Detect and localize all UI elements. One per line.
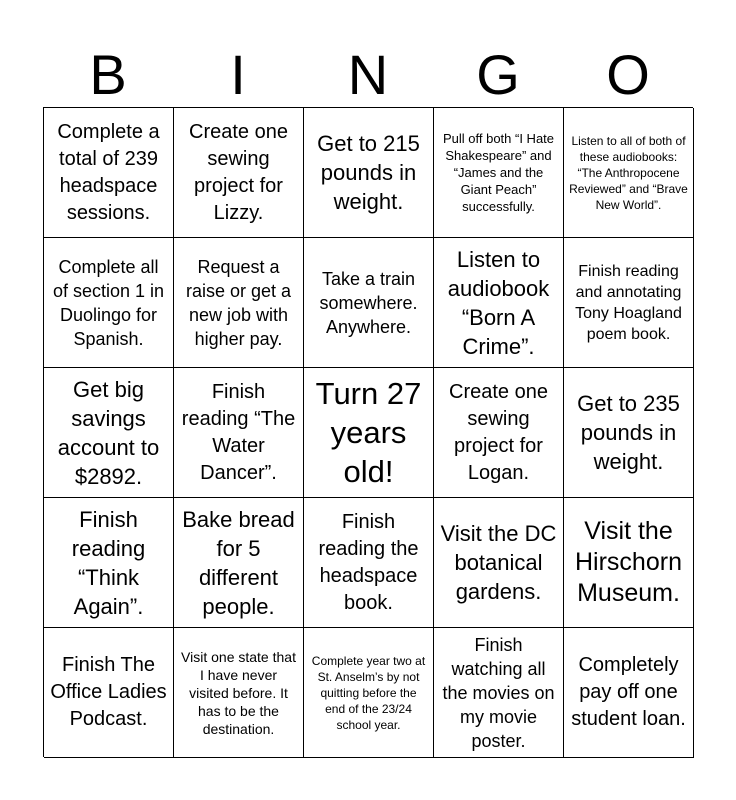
cell-text: Request a raise or get a new job with higher pay.: [185, 256, 292, 349]
cell-text: Completely pay off one student loan.: [571, 654, 686, 730]
bingo-cell-r2-c4: [434, 238, 564, 368]
cell-text: Finish The Office Ladies Podcast.: [50, 654, 167, 730]
bingo-cell-r2-c5: [564, 238, 694, 368]
bingo-cell-r3-c2: [174, 368, 304, 498]
cell-text: Finish watching all the movies on my movie poster.: [442, 634, 555, 751]
bingo-cell-r1-c4: [434, 108, 564, 238]
cell-text: Listen to audiobook “Born A Crime”.: [447, 246, 550, 359]
bingo-cell-r4-c5: [564, 498, 694, 628]
header-letter-n: N: [347, 43, 389, 106]
cell-text: Complete year two at St. Anselm’s by not quitting before the end of the 23/24 school year.: [311, 653, 426, 732]
cell-text: Finish reading “Think Again”.: [71, 506, 146, 619]
header-letter-b: B: [89, 43, 127, 106]
bingo-cell-r2-c2: [174, 238, 304, 368]
bingo-cell-r1-c1: [44, 108, 174, 238]
header-letter-o: O: [606, 43, 650, 106]
cell-text: Complete all of section 1 in Duolingo for Spanish.: [52, 256, 165, 349]
header-letter-g: G: [476, 43, 520, 106]
bingo-cell-r5-c3: [304, 628, 434, 758]
cell-text: Turn 27 years old!: [315, 376, 422, 489]
bingo-cell-r4-c4: [434, 498, 564, 628]
cell-text: Finish reading and annotating Tony Hoagland poem book.: [575, 262, 682, 343]
cell-text: Listen to all of both of these audiobooks: “The Anthropocene Reviewed” and “Brave New World”.: [569, 133, 688, 212]
cell-text: Finish reading the headspace book.: [318, 510, 419, 614]
bingo-header: [43, 44, 693, 106]
bingo-cell-r2-c3: [304, 238, 434, 368]
cell-text: Create one sewing project for Lizzy.: [189, 120, 288, 224]
bingo-cell-r4-c1: [44, 498, 174, 628]
header-letter-i: I: [230, 43, 246, 106]
cell-text: Complete a total of 239 headspace sessions.: [57, 120, 160, 224]
cell-text: Finish reading “The Water Dancer”.: [181, 380, 296, 484]
bingo-cell-r3-c4: [434, 368, 564, 498]
bingo-cell-r3-c1: [44, 368, 174, 498]
bingo-cell-r3-c5: [564, 368, 694, 498]
cell-text: Bake bread for 5 different people.: [182, 506, 295, 619]
cell-text: Take a train somewhere. Anywhere.: [319, 268, 418, 337]
cell-text: Visit the DC botanical gardens.: [440, 521, 557, 604]
bingo-grid: [43, 107, 693, 757]
bingo-cell-r3-c3-free: [304, 368, 434, 498]
bingo-cell-r5-c5: [564, 628, 694, 758]
bingo-cell-r4-c2: [174, 498, 304, 628]
bingo-cell-r4-c3: [304, 498, 434, 628]
bingo-cell-r2-c1: [44, 238, 174, 368]
cell-text: Get big savings account to $2892.: [57, 376, 160, 489]
cell-text: Visit the Hirschorn Museum.: [575, 517, 682, 607]
cell-text: Visit one state that I have never visited before. It has to be the destination.: [181, 648, 296, 737]
bingo-cell-r1-c3: [304, 108, 434, 238]
bingo-cell-r1-c2: [174, 108, 304, 238]
bingo-cell-r5-c1: [44, 628, 174, 758]
cell-text: Pull off both “I Hate Shakespeare” and “James and the Giant Peach” successfully.: [442, 131, 555, 214]
bingo-cell-r5-c4: [434, 628, 564, 758]
bingo-cell-r5-c2: [174, 628, 304, 758]
cell-text: Get to 235 pounds in weight.: [577, 391, 680, 474]
bingo-cell-r1-c5: [564, 108, 694, 238]
cell-text: Create one sewing project for Logan.: [449, 380, 548, 484]
cell-text: Get to 215 pounds in weight.: [317, 131, 420, 214]
